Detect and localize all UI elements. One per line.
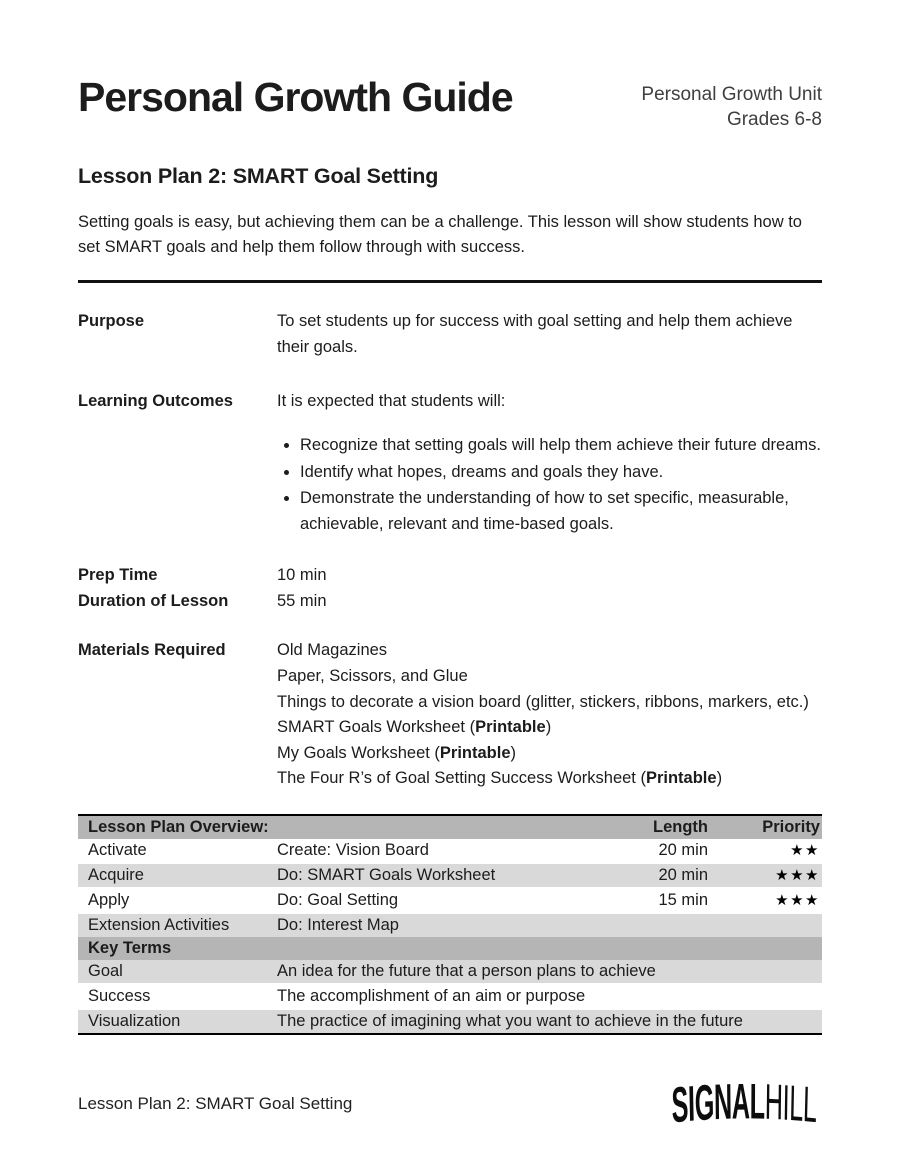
material-item: Things to decorate a vision board (glitter, stickers, ribbons, markers, etc.) (277, 692, 809, 711)
purpose-text: To set students up for success with goal setting and help them achieve their goals. (277, 312, 793, 356)
key-terms-title: Key Terms (88, 938, 172, 957)
task-cell: Do: Interest Map (277, 915, 399, 934)
learning-outcomes-row (78, 389, 822, 538)
prep-time-value: 10 min (277, 566, 327, 585)
length-cell: 20 min (658, 865, 708, 884)
page-header (78, 0, 822, 132)
activity-cell: Acquire (88, 865, 144, 884)
svg-text:SIGNALHILL (671, 1080, 817, 1128)
definition-cell: An idea for the future that a person plans to achieve (277, 961, 656, 980)
overview-row (78, 914, 822, 937)
overview-header-row (78, 816, 822, 839)
material-item: Paper, Scissors, and Glue (277, 666, 468, 685)
materials-row (78, 638, 822, 791)
timing-block (78, 562, 822, 614)
overview-rows (78, 839, 822, 937)
lesson-intro: Setting goals is easy, but achieving them can be a challenge. This lesson will show students how to set SMART goals and help them follow through with success. (78, 213, 802, 257)
outcomes-list (277, 433, 822, 537)
material-item: The Four R’s of Goal Setting Success Worksheet (Printable) (277, 769, 723, 788)
key-term-row (78, 960, 822, 983)
activity-cell: Activate (88, 840, 147, 859)
length-cell: 20 min (658, 840, 708, 859)
outcome-item: • Identify what hopes, dreams and goals they have. (300, 460, 822, 486)
unit-name: Personal Growth Unit (641, 84, 822, 105)
duration-label: Duration of Lesson (78, 592, 229, 611)
length-cell: 15 min (658, 890, 708, 909)
duration-row (78, 588, 822, 614)
overview-title: Lesson Plan Overview: (88, 817, 269, 836)
prep-time-row (78, 562, 822, 588)
task-cell: Create: Vision Board (277, 840, 429, 859)
activity-cell: Apply (88, 890, 130, 909)
purpose-label: Purpose (78, 312, 145, 331)
term-cell: Success (88, 986, 151, 1005)
key-terms-rows (78, 960, 822, 1033)
definition-cell: The accomplishment of an aim or purpose (277, 986, 586, 1005)
lesson-overview-table (78, 814, 822, 1035)
lesson-heading: Lesson Plan 2: SMART Goal Setting (78, 164, 439, 189)
overview-row (78, 864, 822, 887)
lesson-details (78, 309, 822, 791)
logo-part-hill: HILL (764, 1080, 818, 1128)
length-column-header: Length (653, 817, 708, 836)
logo-part-signal: SIGNAL (670, 1080, 765, 1128)
key-terms-header-row (78, 937, 822, 960)
purpose-row (78, 309, 822, 360)
key-term-row (78, 985, 822, 1008)
outcome-item: • Recognize that setting goals will help them achieve their future dreams. (300, 433, 822, 459)
unit-info (641, 76, 822, 132)
prep-time-label: Prep Time (78, 566, 158, 585)
learning-outcomes-intro: It is expected that students will: (277, 392, 506, 411)
key-term-row (78, 1010, 822, 1033)
materials-label: Materials Required (78, 641, 226, 660)
page-footer (78, 1080, 822, 1128)
material-item: Old Magazines (277, 641, 388, 660)
overview-row (78, 839, 822, 862)
unit-grades: Grades 6-8 (726, 109, 822, 131)
priority-stars-cell: ★★★ (775, 890, 820, 909)
doc-title: Personal Growth Guide (78, 74, 513, 120)
priority-stars-cell: ★★ (790, 840, 820, 859)
term-cell: Goal (88, 961, 123, 980)
material-item: My Goals Worksheet (Printable) (277, 743, 517, 762)
priority-column-header: Priority (762, 817, 820, 836)
footer-lesson-title: Lesson Plan 2: SMART Goal Setting (78, 1094, 353, 1113)
material-item: SMART Goals Worksheet (Printable) (277, 718, 552, 737)
divider-rule (78, 280, 822, 283)
task-cell: Do: Goal Setting (277, 890, 399, 909)
materials-list (277, 638, 822, 791)
outcome-item: • Demonstrate the understanding of how to set specific, measurable, achievable, relevant and time-based goals. (300, 486, 822, 537)
priority-stars-cell: ★★★ (775, 865, 820, 884)
activity-cell: Extension Activities (88, 915, 230, 934)
learning-outcomes-value (277, 389, 822, 538)
task-cell: Do: SMART Goals Worksheet (277, 865, 496, 884)
learning-outcomes-label: Learning Outcomes (78, 392, 233, 411)
term-cell: Visualization (88, 1011, 181, 1030)
overview-row (78, 889, 822, 912)
duration-value: 55 min (277, 592, 327, 611)
definition-cell: The practice of imagining what you want to achieve in the future (277, 1011, 743, 1030)
signalhill-logo (670, 1080, 822, 1128)
